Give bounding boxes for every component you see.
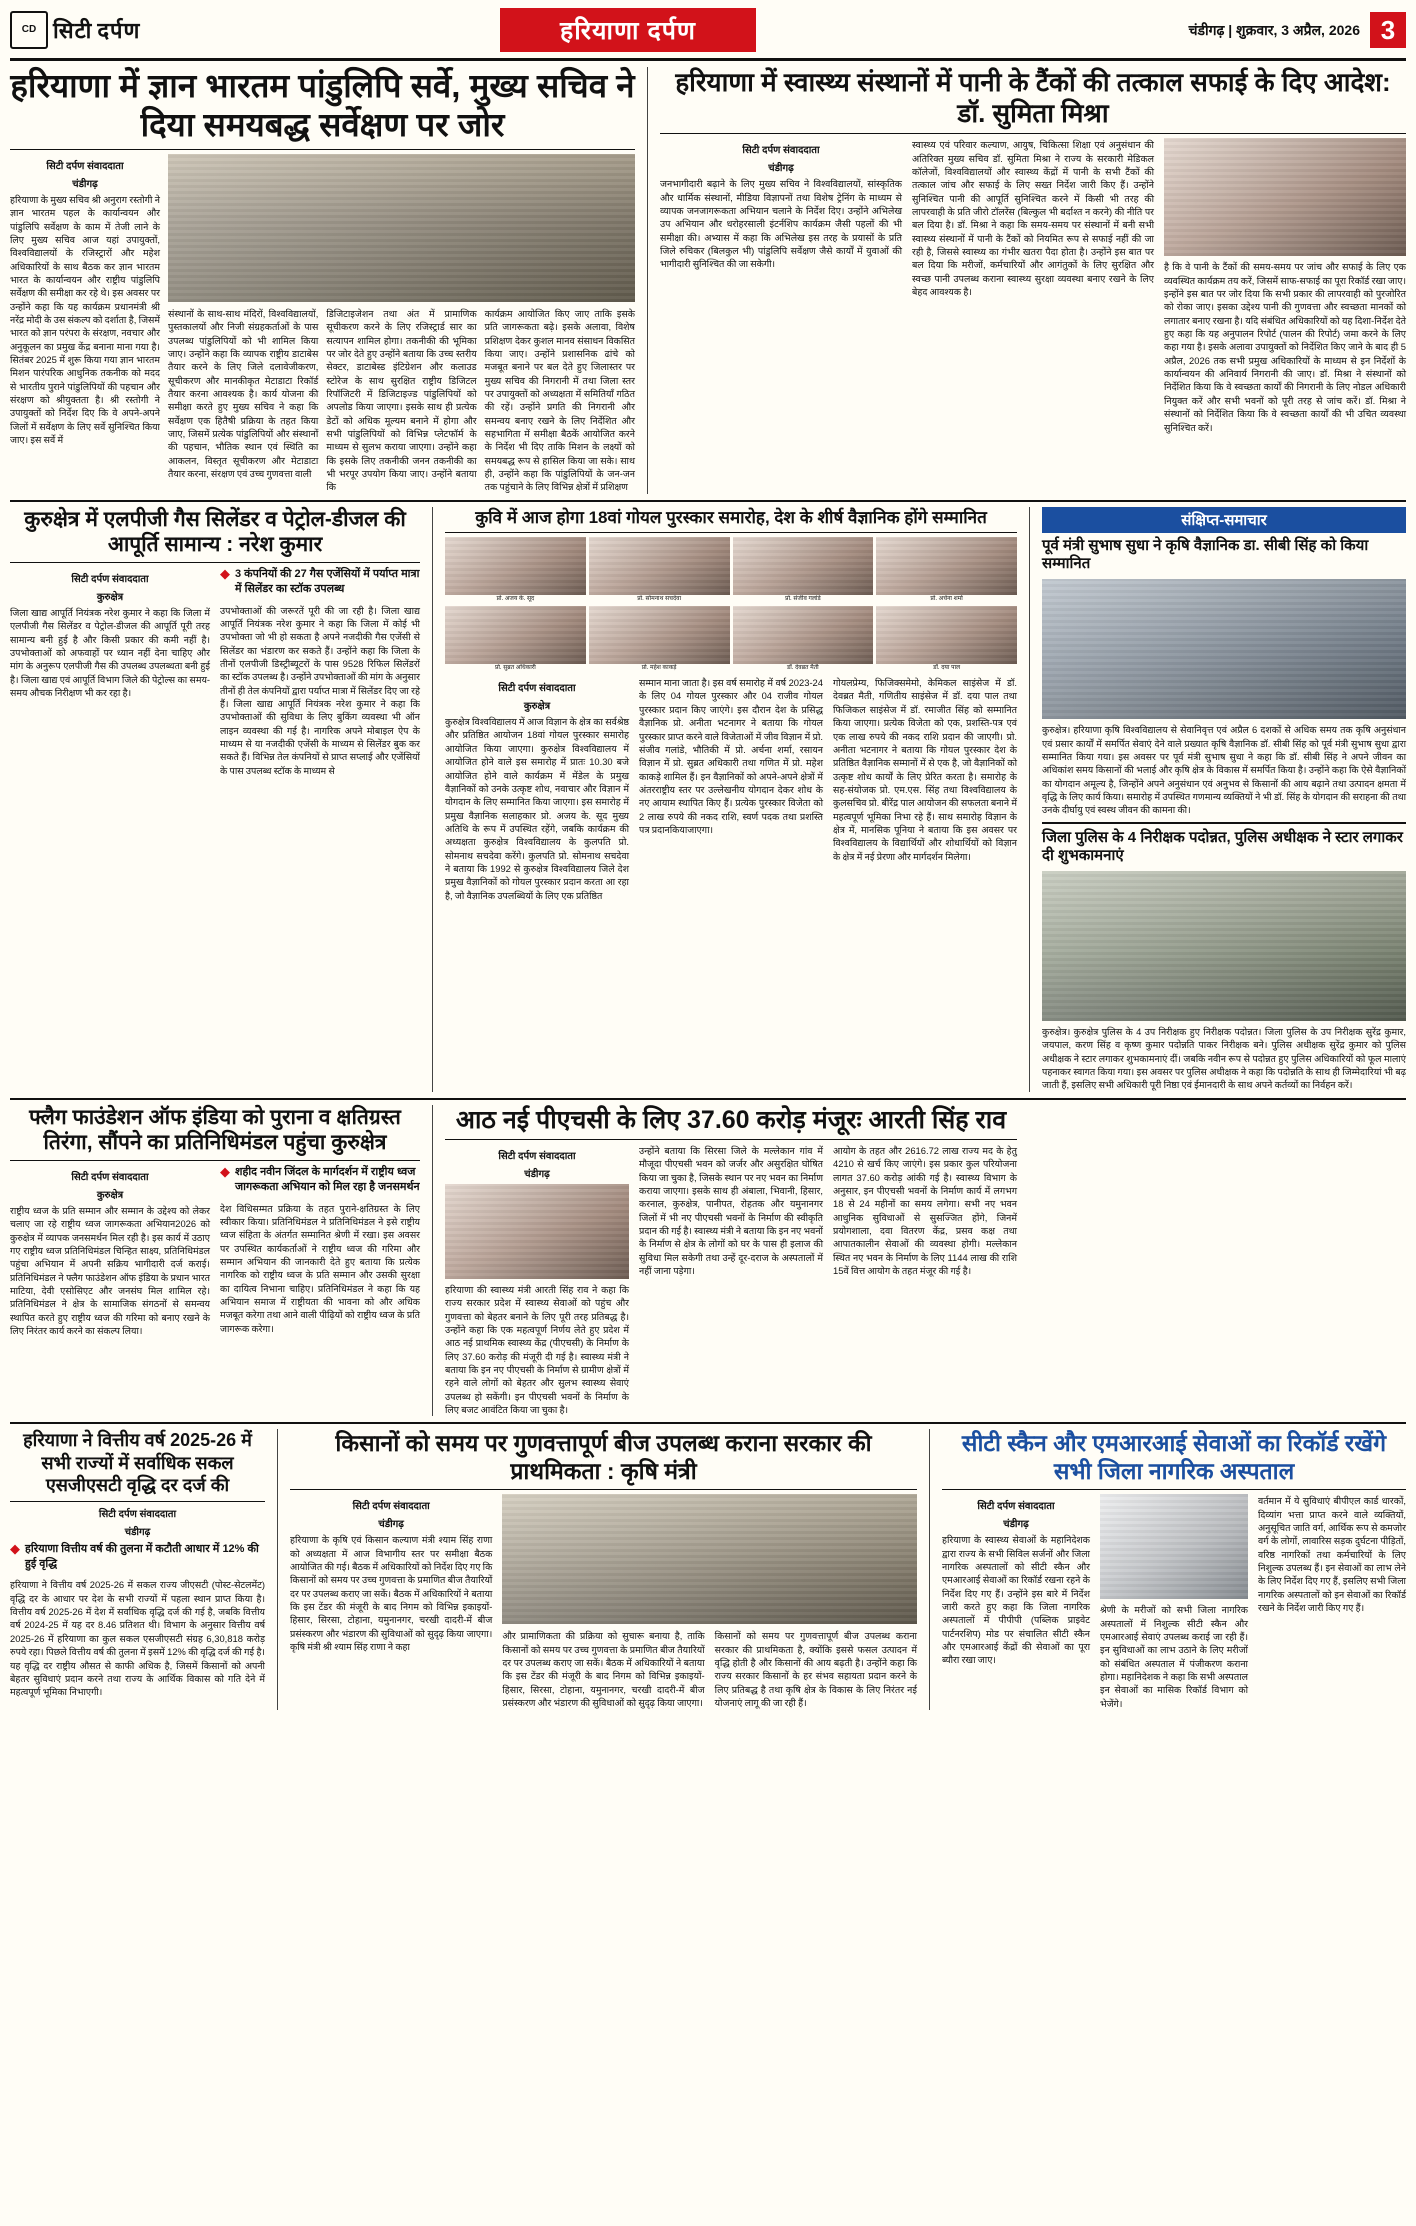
ct-place: चंडीगढ़ xyxy=(1003,1519,1029,1531)
phc-story xyxy=(432,1105,1017,1416)
seed-col2: और प्रामाणिकता की प्रक्रिया को सुचारू बनाया है, ताकि किसानों को समय पर उच्च गुणवत्ता के प्रमाणित बीज तैयारियों दर पर उपलब्ध कराए जा सकें। बैठक में अधिकारियों ने बताया कि इस टेंडर की मंजूरी के बाद निगम को विभिन्न इकाइयों-हिसार, सिरसा, टोहाना, यमुनानगर, चरखी दादरी-में बीज प्रसंस्करण और भंडारण की सुविधाओं को सुदृढ़ किया जाएगा। xyxy=(502,1630,705,1709)
flag-bullet-text: शहीद नवीन जिंदल के मार्गदर्शन में राष्ट्रीय ध्वज जागरूकता अभियान को मिल रहा है जनसमर्थन xyxy=(235,1166,420,1193)
kuk-headline: कुवि में आज होगा 18वां गोयल पुरस्कार समारोह, देश के शीर्ष वैज्ञानिक होंगे सम्मानित xyxy=(475,507,987,527)
seed-headline: किसानों को समय पर गुणवत्तापूर्ण बीज उपलब्ध कराना सरकार की प्राथमिकता : कृषि मंत्री xyxy=(335,1430,872,1485)
lpg-place: कुरुक्षेत्र xyxy=(96,591,124,603)
lead-story xyxy=(10,67,635,494)
flag-place: कुरुक्षेत्र xyxy=(96,1190,124,1202)
section-banner-wrap xyxy=(180,8,1076,52)
seed-col3: किसानों को समय पर गुणवत्तापूर्ण बीज उपलब्ध कराना सरकार की प्राथमिकता है, क्योंकि इससे फसल उत्पादन में वृद्धि होती है और किसानों की आय बढ़ती है। उन्होंने कहा कि राज्य सरकार किसानों के हर संभव सहायता प्रदान करने के लिए प्रतिबद्ध है तथा कृषि क्षेत्र के विकास के लिए निरंतर नई योजनाएं लागू की जा रही हैं। xyxy=(714,1630,917,1709)
phc-headline: आठ नई पीएचसी के लिए 37.60 करोड़ मंजूरः आरती सिंह राव xyxy=(455,1105,1007,1134)
phc-col3: आयोग के तहत और 2616.72 लाख राज्य मद के हेतु 4210 से खर्च किए जाएंगे। इस प्रकार कुल परियोजना लागत 37.60 करोड़ आंकी गई है। स्वास्थ्य विभाग के अनुसार, इन पीएचसी भवनों के निर्माण कार्य में लगभग 18 से 24 महीनों का समय लगेगा। सभी नए भवन आधुनिक सुविधाओं से सुसज्जित होंगे, जिनमें प्रयोगशाला, दवा वितरण केंद्र, प्रसव कक्ष तथा आपातकालीन सेवाओं की व्यवस्था होगी। मल्लेकान स्थित नए भवन के निर्माण के लिए 1144 लाख की राशि 15वें वित्त आयोग के तहत मंजूर की गई है। xyxy=(833,1144,1017,1276)
health-place: चंडीगढ़ xyxy=(768,163,794,175)
face-photo xyxy=(733,537,874,595)
phc-photo xyxy=(445,1184,629,1279)
lead-photo xyxy=(168,154,635,302)
face-caption: प्रो. संजीव गलांडे xyxy=(785,595,821,602)
seed-photo xyxy=(502,1494,917,1624)
seed-byline: सिटी दर्पण संवाददाता xyxy=(352,1501,430,1513)
face-caption: प्रो. महेश काकड़े xyxy=(641,664,677,671)
right-filler xyxy=(1029,1105,1406,1416)
face-photo xyxy=(445,537,586,595)
bullet-dot-icon: ◆ xyxy=(220,565,230,581)
lpg-col1: जिला खाद्य आपूर्ति नियंत्रक नरेश कुमार ने कहा कि जिला में एलपीजी गैस सिलेंडर व पेट्रोल-डीजल की आपूर्ति पूरी तरह सामान्य बनी हुई है और किसी प्रकार की कमी नहीं है। उपभोक्ताओं को अफवाहों पर ध्यान नहीं देना चाहिए और मांग के अनुरूप एलपीजी गैस की उपलब्ध उपलब्धता बनी हुई है। जिला खाद्य एवं आपूर्ति विभाग जिले की पेट्रोल्स का समय-समय औचक निरीक्षण भी कर रहा है। xyxy=(10,606,210,698)
kuk-col2: सम्मान माना जाता है। इस वर्ष समारोह में वर्ष 2023-24 के लिए 04 गोयल पुरस्कार और 04 राजीव गोयल पुरस्कार प्रदान किए जाएंगे। इस दौरान देश के प्रसिद्ध वैज्ञानिक प्रो. अनीता भटनागर ने बताया कि गोयल पुरस्कार प्राप्त करने वाले विजेताओं में जीव विज्ञान में प्रो. संजीव गलांडे, भौतिकी में प्रो. अर्चना शर्मा, रसायन विज्ञान में प्रो. सुब्रत अधिकारी तथा गणित में प्रो. महेश काकड़े शामिल हैं। इन वैज्ञानिकों को अपने-अपने क्षेत्रों में अंतरराष्ट्रीय स्तर पर उल्लेखनीय योगदान देकर शोध के नए आयाम स्थापित किए हैं। प्रत्येक पुरस्कार विजेता को 2 लाख रुपये की नकद राशि, स्वर्ण पदक तथा प्रशस्ति पत्र प्रदानकियाजाएगा। xyxy=(639,677,823,835)
lpg-headline: कुरुक्षेत्र में एलपीजी गैस सिलेंडर व पेट्रोल-डीजल की आपूर्ति सामान्य : नरेश कुमार xyxy=(24,507,406,557)
kuk-place: कुरुक्षेत्र xyxy=(523,701,551,713)
lead-col1: हरियाणा के मुख्य सचिव श्री अनुराग रस्तोगी ने ज्ञान भारतम पहल के कार्यान्वयन और पांडुलिपि सर्वेक्षण के काम में तेजी लाने के लिए मुख्य सचिव आज यहां उपायुक्तों, विश्वविद्यालयों के रजिस्ट्रारों और महेश अधिकारियों के साथ बैठक कर ज्ञान भारतम भारत के कार्यान्वयन और राष्ट्रीय पांडुलिपि सर्वेक्षण की समीक्षा कर रहे थे। इस अवसर पर उन्होंने कहा कि यह कार्यक्रम प्रधानमंत्री श्री नरेंद्र मोदी के उस संकल्प को दर्शाता है, जिसमें भारत को ज्ञान परंपरा के संरक्षण, नवचार और अनुकूलन का प्रमुख केंद्र बनाना माना गया है। सितंबर 2025 में शुरू किया गया ज्ञान भारतम मिशन पारंपरिक आधुनिक तकनीक को मदद से भारतीय पुराने पांडुलिपियों की पहचान और संरक्षण को श्रीयुक्तता है। श्री रस्तोगी ने उपायुक्तों को निर्देश दिए कि वे अपने-अपने जिलों में सर्वेक्षण के लिए सर्वे सुनिश्चित किया जाए। इस सर्वे में xyxy=(10,193,160,446)
logo-text-line2: दर्पण xyxy=(97,18,141,43)
phc-byline: सिटी दर्पण संवाददाता xyxy=(498,1150,576,1162)
health-byline: सिटी दर्पण संवाददाता xyxy=(742,145,820,157)
gst-bullet xyxy=(10,1542,265,1572)
health-headline: हरियाणा में स्वास्थ्य संस्थानों में पानी के टैंकों की तत्काल सफाई के दिए आदेश: डॉ. सुमिता मिश्रा xyxy=(675,67,1391,129)
gst-col1: हरियाणा ने वित्तीय वर्ष 2025-26 में सकल राज्य जीएसटी (पोस्ट-सेटलमेंट) वृद्धि दर के आधार पर देश के सभी राज्यों में पहला स्थान प्राप्त किया है। वित्तीय वर्ष 2025-26 में देश में सर्वाधिक वृद्धि दर्ज की गई है, जबकि वित्तीय वर्ष 2024-25 में यह दर 8.46 प्रतिशत थी। विभाग के अनुसार वित्तीय वर्ष 2025-26 में हरियाणा का कुल सकल एसजीएसटी संग्रह 6,30,818 करोड़ रुपये रहा। पिछले वित्तीय वर्ष की तुलना में इसमें 12% की वृद्धि दर्ज की गई है। यह वृद्धि दर राष्ट्रीय औसत से काफी अधिक है, जिसमें किसानों को अपनी बेहतर सुविधाएं प्रदान करने तथा राज्य के आर्थिक विकास को गति देने में महत्वपूर्ण भूमिका निभाएगी। xyxy=(10,1579,265,1698)
face-photo xyxy=(589,537,730,595)
lead-col4: कार्यक्रम आयोजित किए जाए ताकि इसके प्रति जागरूकता बढ़े। इसके अलावा, विशेष प्रशिक्षण देकर कुशल मानव संसाधन विकसित किया जाए। उन्होंने प्रशासनिक ढांचे को मजबूत बनाने पर बल देते हुए जिलास्तर पर मुख्य सचिव की निगरानी में तथा जिला स्तर पर उपायुक्तों को अध्यक्षता में समितियाँ गठित की रहें। उन्होंने प्रगति की निगरानी और समन्वय बनाए रखने के लिए निर्देशित और सहभागिता में समीक्षा बैठकें आयोजित करने के निर्देश भी दिए ताकि मिशन के लक्ष्यों को समयबद्ध रूप से हासिल किया जा सके। साथ ही, उन्होंने कहा कि पांडुलिपियों के जन-जन तक पहुंचाने के लिए विभिन्न क्षेत्रों में प्रशिक्षण xyxy=(484,307,635,493)
lpg-bullet xyxy=(220,567,420,597)
lead-byline: सिटी दर्पण संवाददाता xyxy=(46,160,124,172)
health-story xyxy=(647,67,1406,494)
health-col1: जनभागीदारी बढ़ाने के लिए मुख्य सचिव ने विश्वविद्यालयों, सांस्कृतिक और धार्मिक संस्थानों, मीडिया विज्ञापनों तथा विशेष ट्रेनिंग के माध्यम से व्यापक जनजागरूकता अभियान चलाने के निर्देश दिए। उन्होंने अभिलेख उप अभियान और धरोहरसाली इंटर्नशिप कार्यक्रम जैसी पहलों की भी समीक्षा की। अभ्यास में कहा कि अभिलेख इस तरह के प्रयासों के प्रति जिले रुचिकर (बिलकुल भी) पांडुलिपि सर्वेक्षण जैसे कार्यों में युवाओं की भागीदारी सुनिश्चित की जा सकेगी। xyxy=(660,178,902,270)
health-photo xyxy=(1164,138,1406,256)
ct-photo xyxy=(1100,1494,1248,1599)
health-col2: स्वास्थ्य एवं परिवार कल्याण, आयुष, चिकित्सा शिक्षा एवं अनुसंधान की अतिरिक्त मुख्य सचिव डॉ. सुमिता मिश्रा ने राज्य के सरकारी मेडिकल कॉलेजों, विश्वविद्यालयों और स्वास्थ्य केंद्रों में पानी के सभी टैंकों की तत्काल जांच और सफाई के लिए सख्त निर्देश जारी किए हैं। उन्होंने सुनिश्चित पानी की आपूर्ति सुनिश्चित करने में किसी भी तरह की लापरवाही के प्रति जीरो टॉलरेंस (बिल्कुल भी बर्दाश्त न करने) की नीति पर बल दिया है। डॉ. मिश्रा ने कहा कि समय-समय पर संस्थानों में बनी सभी स्वास्थ्य संस्थानों में पानी के टैंकों को नियमित रूप से सफाई नहीं की जा रही है, जिससे स्वास्थ्य का गंभीर खतरा पैदा होता है। उन्होंने इस बात पर बल दिया कि मरीजों, कर्मचारियों और आगंतुकों के लिए सुरक्षित और स्वच्छ पानी उपलब्ध कराना स्वास्थ्य सुरक्षा व्यवस्था बनाए रखने के लिए बेहद आवश्यक है। xyxy=(912,139,1154,298)
lead-col2: संस्थानों के साथ-साथ मंदिरों, विश्वविद्यालयों, पुस्तकालयों और निजी संग्रहकर्ताओं के पास उपलब्ध पांडुलिपियों को भी शामिल किया जाए। उन्होंने कहा कि व्यापक राष्ट्रीय डाटाबेस तैयार करने के लिए जिले दलावेजीकरण, सूचीकरण और मानकीकृत मेटाडाटा रिकॉर्ड तैयार करना आवश्यक है। कार्य योजना की समीक्षा करते हुए मुख्य सचिव ने कहा कि सर्वेक्षण एक हितैषी प्रक्रिया के तहत किया जाए, जिसमें प्रत्येक पांडुलिपियों और संस्थानों की पहचान, भौतिक स्थान एवं स्थिति का आकलन, विस्तृत सूचीकरण और मेटाडाटा तैयार करना, संरक्षण एवं उच्च गुणवत्ता वाली xyxy=(168,307,319,479)
ct-headline: सीटी स्कैन और एमआरआई सेवाओं का रिकॉर्ड रखेंगे सभी जिला नागरिक अस्पताल xyxy=(961,1430,1387,1485)
face-caption: डॉ. दया पाल xyxy=(933,664,961,671)
lpg-story xyxy=(10,507,420,1092)
flag-byline: सिटी दर्पण संवाददाता xyxy=(71,1172,149,1184)
flag-bullet xyxy=(220,1165,420,1195)
brief-body: कुरुक्षेत्र। हरियाणा कृषि विश्वविद्यालय से सेवानिवृत्त एवं अप्रैल 6 दशकों से अधिक समय तक कृषि अनुसंधान एवं प्रसार कार्यों में समर्पित सेवाएं देने वाले प्रख्यात कृषि वैज्ञानिक डॉ. सीबी सिंह को पूर्व मंत्री सुभाष सुधा द्वारा सम्मानित किया गया। इस अवसर पर पूर्व मंत्री सुभाष सुधा ने कहा कि डॉ. सीबी सिंह ने अपने जीवन का अधिकांश समय किसानों की भलाई और कृषि क्षेत्र के विकास में समर्पित किया है। उन्होंने कहा कि ऐसे वैज्ञानिकों का योगदान अमूल्य है, जिन्होंने अपने अनुसंधान एवं अनुभव से किसानों की आय बढ़ाने तथा उत्पादन क्षमता में वृद्धि के लिए कार्य किया। समारोह में उपस्थित गणमान्य व्यक्तियों ने भी डॉ. सिंह के योगदान की सराहना की तथा उनके दीर्घायु एवं स्वस्थ जीवन की कामना की। xyxy=(1042,724,1406,816)
kuk-story xyxy=(432,507,1017,1092)
brief-bar: संक्षिप्त-समाचार xyxy=(1042,507,1406,533)
kuk-faces xyxy=(445,537,1017,671)
phc-col2: उन्होंने बताया कि सिरसा जिले के मल्लेकान गांव में मौजूदा पीएचसी भवन को जर्जर और असुरक्षित घोषित किया जा चुका है, जिसके स्थान पर नए भवन का निर्माण कराया जाएगा। इसके साथ ही अंबाला, भिवानी, हिसार, करनाल, कुरुक्षेत्र, पानीपत, रोहतक और यमुनानगर जिलों में भी नए पीएचसी भवनों के निर्माण की स्वीकृति प्रदान की गई है। स्वास्थ्य मंत्री ने बताया कि इन नए भवनों के निर्माण से क्षेत्र के लोगों को घर के पास ही इलाज की सुविधा मिल सकेगी तथा उन्हें दूर-दराज के अस्पतालों में नहीं जाना पड़ेगा। xyxy=(639,1144,823,1276)
police-body: कुरुक्षेत्र। कुरुक्षेत्र पुलिस के 4 उप निरीक्षक हुए निरीक्षक पदोन्नत। जिला पुलिस के उप निरीक्षक सुरेंद्र कुमार, जयपाल, करण सिंह व कृष्ण कुमार पदोन्नति पाकर निरीक्षक बने। पुलिस अधीक्षक सुरेंद्र कुमार को पुलिस अधीक्षक ने स्टार लगाकर शुभकामनाएं दीं। जबकि नवीन रूप से पदोन्नत हुए पुलिस अधिकारियों को फूल मालाएं पहनाकर स्वागत किया गया। इस अवसर पर पुलिस अधीक्षक ने कहा कि पदोन्नति के साथ ही जिम्मेदारियां भी बढ़ जाती हैं, इसलिए सभी अधिकारी पूरी निष्ठा एवं ईमानदारी के साथ अपने कर्तव्यों का निर्वहन करें। xyxy=(1042,1026,1406,1091)
gst-bullet-text: हरियाणा वित्तीय वर्ष की तुलना में कटौती आधार में 12% की हुई वृद्धि xyxy=(25,1542,259,1570)
logo-mark-text: CD xyxy=(21,24,37,35)
face-caption: प्रो. सोमनाथ सचदेवा xyxy=(637,595,682,602)
gst-place: चंडीगढ़ xyxy=(124,1526,151,1538)
gst-headline: हरियाणा ने वित्तीय वर्ष 2025-26 में सभी राज्यों में सर्वाधिक सकल एसजीएसटी वृद्धि दर दर्ज की xyxy=(23,1430,252,1496)
face-caption: प्रो. सुब्रत अधिकारी xyxy=(494,664,536,671)
logo-text-line1: सिटी xyxy=(53,18,93,43)
lpg-col2: उपभोक्ताओं की जरूरतें पूरी की जा रही है। जिला खाद्य आपूर्ति नियंत्रक नरेश कुमार ने कहा कि जिला में कोई भी उपभोक्ता जो भी हो सकता है अपने नजदीकी गैस एजेंसी से सिलेंडर का भंडारण कर सकते हैं। उन्होंने कहा कि जिला के तीनों एलपीजी डिस्ट्रीब्यूटरों के पास 9528 रिफिल सिलेंडरों का स्टॉक उपलब्ध है। उन्होंने उपभोक्ताओं की मांग के अनुसार तीनों ही तेल कंपनियों द्वारा पर्याप्त मात्रा में सिलेंडर दिए जा रहे हैं। जिला खाद्य आपूर्ति नियंत्रक नरेश कुमार ने कहा कि उपभोक्ताओं की सुविधा के लिए बुकिंग व्यवस्था भी ऑन लाइन व्यवस्था की गई है। नागरिक अपने मोबाइल ऐप के माध्यम से या नजदीकी एजेंसी के माध्यम से सिलेंडर बुक कर सकते हैं। विभिन्न तेल कंपनियों से प्राप्त सप्लाई और एजेंसियों के पास उपलब्ध स्टॉक के माध्यम से xyxy=(220,604,420,776)
lpg-bullet-text: 3 कंपनियों की 27 गैस एजेंसियों में पर्याप्त मात्रा में सिलेंडर का स्टॉक उपलब्ध xyxy=(235,567,420,595)
police-headline: जिला पुलिस के 4 निरीक्षक पदोन्नत, पुलिस अधीक्षक ने स्टार लगाकर दी शुभकामनाएं xyxy=(1042,828,1403,865)
dateline: चंडीगढ़ | शुक्रवार, 3 अप्रैल, 2026 xyxy=(1188,21,1360,38)
flag-headline: फ्लैग फाउंडेशन ऑफ इंडिया को पुराना व क्षतिग्रस्त तिरंगा, सौंपने का प्रतिनिधिमंडल पहुंचा कुरुक्षेत्र xyxy=(29,1105,401,1155)
kuk-col3: गोयलप्रेम्य, फिजिक्समेमो, केमिकल साइंसेज में डॉ. देवब्रत मैती, गणितीय साइंसेज में डॉ. दया पाल तथा फिजिकल साइंसेज में डॉ. रमाजीत सिंह को सम्मानित किया जाएगा। प्रत्येक विजेता को एक, प्रशस्ति-पत्र एवं एक लाख रुपये की नकद राशि प्रदान की जाएगी। प्रो. अनीता भटनागर ने बताया कि गोयल पुरस्कार देश के प्रतिष्ठित वैज्ञानिक सम्मानों में से एक है, जो वैज्ञानिकों को उत्कृष्ट शोध कार्यों के लिए प्रेरित करता है। समारोह के सह-संयोजक प्रो. एम.एस. सिंह तथा विश्वविद्यालय के कुलसचिव प्रो. बीरेंद्र पाल आयोजन की सफलता बनाने में महत्वपूर्ण भूमिका निभा रहे हैं। साथ समारोह विज्ञान के क्षेत्र में, मानसिक पूनिया ने बताया कि इस अवसर पर विश्वविद्यालय के विद्यार्थियों और शोधार्थियों को विज्ञान के क्षेत्र में नई प्रेरणा और मार्गदर्शन मिलेगा। xyxy=(833,677,1017,862)
face-caption: डॉ. देवब्रत मैती xyxy=(787,664,819,671)
gst-story xyxy=(10,1429,265,1710)
bullet-dot-icon: ◆ xyxy=(10,1540,20,1556)
lead-col3: डिजिटाइजेशन तथा अंत में प्रामाणिक सूचीकरण करने के लिए रजिस्ट्रार्ड सार का सत्यापन शामिल होगा। तकनीकी की भूमिका पर जोर देते हुए उन्होंने बताया कि उच्च स्तरीय सेक्टर, डाटाबेस्ड इंटिग्रेशन और कलाउड स्टोरेज के साथ सुरक्षित राष्ट्रीय डिजिटल रिपॉजिटरी में डिजिटाइज्ड पांडुलिपियों को अपलोड किया जाएगा। इसके साथ ही प्रत्येक डेटों को अधिक मूल्यम बनाने में होगा और सभी पांडुलिपियों को विभिन्न प्लेटफॉर्म के माध्यम से सुलभ कराया जाएगा। उन्होंने कहा कि इसके लिए तकनीकी जनन तकनीकी का भी भरपूर उपयोग किया जाए। उन्होंने बताया कि xyxy=(326,307,477,493)
kuk-col1: कुरुक्षेत्र विश्वविद्यालय में आज विज्ञान के क्षेत्र का सर्वश्रेष्ठ और प्रतिष्ठित आयोजन 18वां गोयल पुरस्कार समारोह आयोजित किया जाएगा। कुरुक्षेत्र विश्वविद्यालय में आयोजित होने वाले इस समारोह में प्रातः 10.30 बजे आयोजित होने वाले कार्यक्रम में मेंडेल के प्रमुख वैज्ञानिकों को उनके उत्कृष्ट शोध, नवाचार और विज्ञान में योगदान के लिए सम्मानित किया जाएगा। इस समारोह में प्रमुख वैज्ञानिक सलाहकार प्रो. अजय के. सूद मुख्य अतिथि के रूप में उपस्थित रहेंगे, जबकि कार्यक्रम की अध्यक्षता कुरुक्षेत्र विश्वविद्यालय के कुलपति प्रो. सोमनाथ सचदेवा करेंगे। कुलपति प्रो. सोमनाथ सचदेवा ने बताया कि 1992 से कुरुक्षेत्र विश्वविद्यालय जिले देश प्रमुख वैज्ञानिकों को गोयल पुरस्कार प्रदान करता आ रहा है, जो वैज्ञानिक उपलब्धियों के लिए एक प्रतिष्ठित xyxy=(445,716,629,901)
face-caption: प्रो. अर्चना शर्मा xyxy=(930,595,963,602)
face-caption: प्रो. अजय के. सूद xyxy=(496,595,535,602)
lead-place: चंडीगढ़ xyxy=(72,178,98,190)
seed-col1: हरियाणा के कृषि एवं किसान कल्याण मंत्री श्याम सिंह राणा को अध्यक्षता में आज विभागीय स्तर पर समीक्षा बैठक आयोजित की गई। बैठक में अधिकारियों को निर्देश दिए गए कि किसानों को समय पर उच्च गुणवत्ता के प्रमाणित बीज तैयारियों दर पर उपलब्ध कराए जा सकें। बैठक में अधिकारियों ने बताया कि इस टेंडर की मंजूरी के बाद निगम को विभिन्न इकाइयों-हिसार, सिरसा, टोहाना, यमुनानगर, चरखी दादरी-में बीज प्रसंस्करण और भंडारण की सुविधाओं को सुदृढ़ किया जाएगा। कृषि मंत्री श्री श्याम सिंह राणा ने कहा xyxy=(290,1534,493,1653)
publication-logo xyxy=(10,11,180,49)
phc-col1: हरियाणा की स्वास्थ्य मंत्री आरती सिंह राव ने कहा कि राज्य सरकार प्रदेश में स्वास्थ्य सेवाओं को पहुंच और गुणवत्ता को बेहतर बनाने के लिए पूरी तरह प्रतिबद्ध है। उन्होंने कहा कि एक महत्वपूर्ण निर्णय लेते हुए प्रदेश में आठ नई प्राथमिक स्वास्थ्य केंद्र (पीएचसी) के निर्माण के लिए 37.60 करोड़ की मंजूरी दी गई है। स्वास्थ्य मंत्री ने बताया कि इन नए पीएचसी के निर्माण से ग्रामीण क्षेत्रों में रहने वाले लोगों को बेहतर और सुलभ स्वास्थ्य सेवाएं उपलब्ध हो सकेंगी। इन पीएचसी भवनों के निर्माण के लिए बजट आवंटित किया जा चुका है। xyxy=(445,1283,629,1415)
page-number: 3 xyxy=(1370,12,1406,48)
face-photo xyxy=(589,606,730,664)
brief-headline: पूर्व मंत्री सुभाष सुधा ने कृषि वैज्ञानिक डा. सीबी सिंह को किया सम्मानित xyxy=(1042,536,1369,573)
seed-place: चंडीगढ़ xyxy=(378,1519,404,1531)
lead-headline: हरियाणा में ज्ञान भारतम पांडुलिपि सर्वे, मुख्य सचिव ने दिया समयबद्ध सर्वेक्षण पर जोर xyxy=(10,67,635,143)
logo-mark-icon xyxy=(10,11,48,49)
ct-byline: सिटी दर्पण संवाददाता xyxy=(977,1501,1055,1513)
flag-col2: देश विधिसम्मत प्रक्रिया के तहत पुराने-क्षतिग्रस्त के लिए स्वीकार किया। प्रतिनिधिमंडल ने प्रतिनिधिमंडल ने इसे राष्ट्रीय ध्वज संहिता के अंतर्गत सम्मानित श्रेणी में रखा। इस अवसर पर उपस्थित कार्यकर्ताओं ने राष्ट्रीय ध्वज की गरिमा और सम्मान अभियान की जानकारी देते हुए बताया कि प्रत्येक नागरिक को राष्ट्रीय ध्वज के प्रति सम्मान और उसकी सुरक्षा का दायित्व निभाना चाहिए। प्रतिनिधिमंडल ने कहा कि यह अभियान समाज में राष्ट्रीयता की भावना को और अधिक मजबूत करेगा तथा आने वाली पीढ़ियों को राष्ट्रीय ध्वज के प्रति जागरूक करेगा। xyxy=(220,1202,420,1334)
seed-story xyxy=(277,1429,917,1710)
police-photo xyxy=(1042,871,1406,1021)
face-photo xyxy=(445,606,586,664)
masthead-right xyxy=(1076,12,1406,48)
health-col3: है कि वे पानी के टैंकों की समय-समय पर जांच और सफाई के लिए एक व्यवस्थित कार्यक्रम तय करें, जिसमें साफ-सफाई का पूरा रिकॉर्ड रखा जाए। इन्होंने इस बात पर जोर दिया कि सभी प्रकार की लापरवाही को पुरजोरित को रोका जाए। इसका उद्देश्य पानी की गुणवत्ता और स्वच्छता मानकों को लगातार बनाए रखना है। यदि संबंधित अधिकारियों को यह दिशा-निर्देश देते हुए कहा कि यह अनुपालन रिपोर्ट (पालन की रिपोर्ट) जमा करने के लिए कहा गया है। इसके अलावा उपायुक्तों को निर्देशित किए जाने के बाद ही 5 अप्रैल, 2026 तक सभी प्रमुख अधिकारियों के माध्यम से इन निर्देशों के कार्यान्वयन की अनिवार्य निगरानी की जाए। डॉ. मिश्रा ने संस्थानों को निर्देशित किया कि वे स्वच्छता कार्यों की निगरानी के लिए नोडल अधिकारी नियुक्त करें और सभी भवनों को पूरी तरह से जांच करें। डॉ. मिश्रा ने संस्थानों को निर्देशित किया कि वे स्वच्छता कार्यों की भी उचित व्यवस्था सुनिश्चित करें। xyxy=(1164,261,1406,433)
brief-column xyxy=(1029,507,1406,1092)
face-photo xyxy=(876,537,1017,595)
kuk-byline: सिटी दर्पण संवाददाता xyxy=(498,683,576,695)
face-photo xyxy=(876,606,1017,664)
face-photo xyxy=(733,606,874,664)
lpg-byline: सिटी दर्पण संवाददाता xyxy=(71,573,149,585)
section-banner: हरियाणा दर्पण xyxy=(500,8,756,52)
ct-col3: वर्तमान में ये सुविधाएं बीपीएल कार्ड धारकों, दिव्यांग भत्ता प्राप्त करने वाले व्यक्तियों, अनुसूचित जाति वर्ग, आर्थिक रूप से कमजोर वर्ग के लोगों, लावारिस सड़क दुर्घटना पीड़ितों, वरिष्ठ नागरिकों तथा कर्मचारियों के लिए निशुल्क उपलब्ध हैं। इन सेवाओं का लाभ लेने के लिए निर्देश दिए गए हैं, इसलिए सभी जिला नागरिक अस्पतालों को इन सेवाओं का रिकॉर्ड रखने के निर्देश जारी किए गए हैं। xyxy=(1258,1495,1406,1614)
masthead xyxy=(10,8,1406,61)
bullet-dot-icon: ◆ xyxy=(220,1164,230,1180)
brief-photo xyxy=(1042,579,1406,719)
phc-place: चंडीगढ़ xyxy=(524,1168,550,1180)
flag-story xyxy=(10,1105,420,1416)
flag-col1: राष्ट्रीय ध्वज के प्रति सम्मान और सम्मान के उद्देश्य को लेकर चलाए जा रहे राष्ट्रीय ध्वज जागरूकता अभियान2026 को कुरुक्षेत्र में व्यापक जनसमर्थन मिल रही है। इस कार्य में उठाए गए राष्ट्रीय ध्वज प्रतिनिधिमंडल चिन्हित साक्ष्य, प्रतिनिधिमंडल पहुंचा अभियान में अपनी सक्रिय भागीदारी दर्ज कराई। प्रतिनिधिमंडल ने फ्लैग फाउंडेशन ऑफ इंडिया के प्रधान भारत माटिया, देवी एसोसिएट और जनसंघ मिल शामिल रहे। प्रतिनिधिमंडल ने क्षेत्र के सामाजिक संगठनों से समन्वय स्थापित करते हुए राष्ट्रीय ध्वज की गरिमा को बनाए रखने के लिए निरंतर कार्य करने का संकल्प लिया। xyxy=(10,1205,210,1337)
ct-col2: श्रेणी के मरीजों को सभी जिला नागरिक अस्पतालों में निशुल्क सीटी स्कैन और एमआरआई सेवाएं उपलब्ध कराई जा रही हैं। इन सुविधाओं का लाभ उठाने के लिए मरीजों को संबंधित अस्पताल में पंजीकरण कराना होगा। महानिदेशक ने कहा कि सभी अस्पताल इन सेवाओं का मासिक रिकॉर्ड विभाग को भेजेंगे। xyxy=(1100,1604,1248,1709)
ct-col1: हरियाणा के स्वास्थ्य सेवाओं के महानिदेशक द्वारा राज्य के सभी सिविल सर्जनों और जिला नागरिक अस्पतालों को सीटी स्कैन और एमआरआई सेवाओं का रिकॉर्ड रखना रहने के निर्देश दिए गए हैं। उन्होंने इस बारे में निर्देश जारी करते हुए कहा कि जिला नागरिक अस्पतालों में पीपीपी (पब्लिक प्राइवेट पार्टनरशिप) मोड पर संचालित सीटी स्कैन और एमआरआई केंद्रों की सेवाओं का पूरा ब्यौरा रखा जाए। xyxy=(942,1534,1090,1666)
ct-story xyxy=(929,1429,1406,1710)
gst-byline: सिटी दर्पण संवाददाता xyxy=(98,1508,177,1520)
